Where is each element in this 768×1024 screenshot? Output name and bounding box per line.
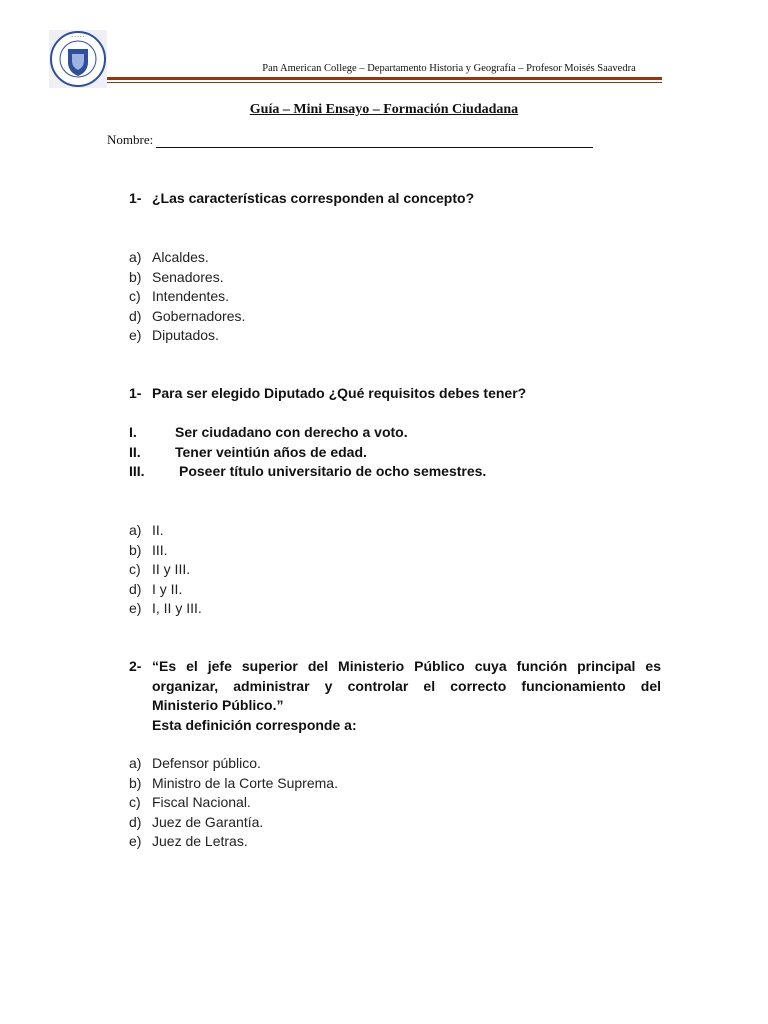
question-text-line-3: Ministerio Público.” xyxy=(152,697,284,713)
option-c[interactable]: c) II y III. xyxy=(129,561,191,577)
question-number: 1- xyxy=(129,385,142,401)
document-title: Guía – Mini Ensayo – Formación Ciudadana xyxy=(249,102,519,117)
school-logo xyxy=(49,30,107,88)
statement-iii: III. Poseer título universitario de ocho semestres. xyxy=(129,463,487,479)
option-a[interactable]: a) II. xyxy=(129,522,164,538)
option-d[interactable]: d) I y II. xyxy=(129,580,183,597)
question-number: 2- xyxy=(129,658,142,674)
svg-text:· · · · ·: · · · · · xyxy=(71,34,85,39)
question-2 xyxy=(129,384,661,404)
option-b[interactable]: b) III. xyxy=(129,541,168,558)
option-b[interactable]: b) Ministro de la Corte Suprema. xyxy=(129,774,338,791)
option-d[interactable]: d) Gobernadores. xyxy=(129,307,246,324)
statement-i: I. Ser ciudadano con derecho a voto. xyxy=(129,424,408,440)
name-row xyxy=(107,132,593,148)
question-text: Para ser elegido Diputado ¿Qué requisitos debes tener? xyxy=(152,385,527,401)
statements-list xyxy=(129,423,486,482)
question-text-line-1: “Es el jefe superior del Ministerio Público cuya función principal es xyxy=(152,658,661,674)
name-input-line[interactable] xyxy=(156,133,593,148)
options-list-2 xyxy=(129,521,202,619)
question-1 xyxy=(129,189,661,209)
option-d[interactable]: d) Juez de Garantía. xyxy=(129,813,264,830)
header-rule-thin xyxy=(107,82,662,83)
option-c[interactable]: c) Intendentes. xyxy=(129,288,230,304)
options-list-1 xyxy=(129,248,245,346)
option-e[interactable]: e) Juez de Letras. xyxy=(129,833,248,849)
name-label: Nombre: xyxy=(107,132,154,147)
header-line: Pan American College – Departamento Historia y Geografía – Profesor Moisés Saavedra xyxy=(262,63,636,74)
question-text: ¿Las características corresponden al concepto? xyxy=(152,190,475,206)
option-e[interactable]: e) I, II y III. xyxy=(129,600,202,616)
question-text-line-4: Esta definición corresponde a: xyxy=(152,716,357,733)
header-rule xyxy=(107,77,662,80)
option-c[interactable]: c) Fiscal Nacional. xyxy=(129,794,251,810)
option-a[interactable]: a) Alcaldes. xyxy=(129,249,209,265)
question-number: 1- xyxy=(129,190,142,206)
statement-ii: II. Tener veintiún años de edad. xyxy=(129,443,367,460)
option-e[interactable]: e) Diputados. xyxy=(129,327,219,343)
option-b[interactable]: b) Senadores. xyxy=(129,268,224,285)
option-a[interactable]: a) Defensor público. xyxy=(129,755,261,771)
options-list-3 xyxy=(129,754,338,852)
question-3 xyxy=(129,657,661,735)
question-text-line-2: organizar, administrar y controlar el correcto funcionamiento del xyxy=(152,677,661,694)
